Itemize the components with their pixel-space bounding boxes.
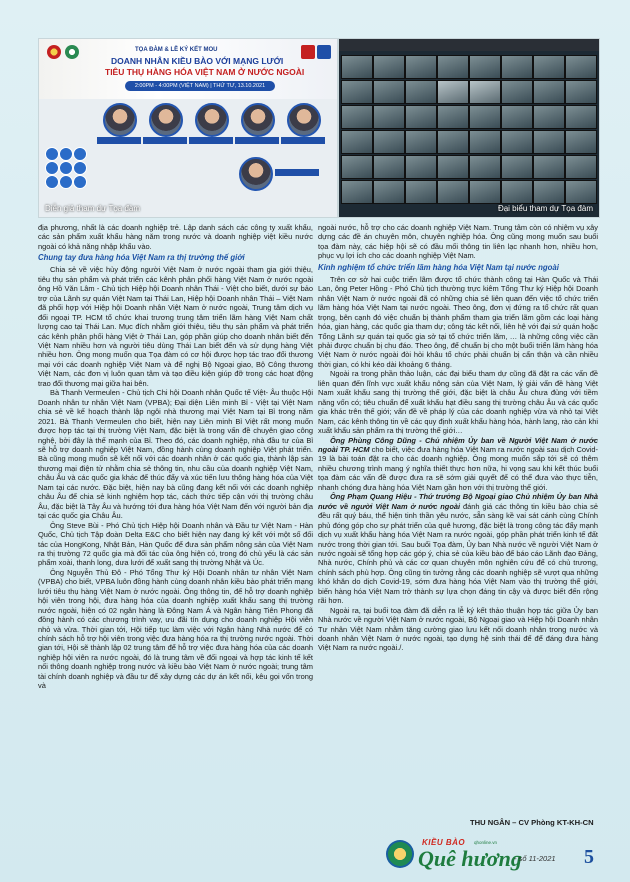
speaker-avatar [287,103,321,137]
participant-tile [373,155,405,179]
paragraph: Ngoài ra trong phần thảo luận, các đại biểu tham dự cũng đã đặt ra các vấn đề liên quan đến lĩnh vực xuất khẩu nông sản của Việt Nam, lý giải vấn đề hàng Việt Nam xuất khẩu sang thị trường thế giới, đặc biệt là châu Âu chưa đủng với tiềm năng vốn có; tiêu chuẩn để xuất khẩu hạt điều sang thị trường châu Âu và các quốc gia khác trên thế giới; vấn đề về pháp lý của các doanh nghiệp vừa và nhỏ tại Việt Nam, các kênh thông tin về các quy định xuất khẩu hàng hóa, hành lang, rào cản khi xuất khẩu sản phẩm ra thị trường thế giới… [318,369,598,436]
participant-tile [533,55,565,79]
person-name: Ông Phùng Công Dũng - Chủ nhiệm Ủy ban về Người Việt Nam ở nước ngoài TP. HCM [318,435,598,454]
paragraph [318,492,598,605]
participant-tile [373,55,405,79]
participant-tile [533,180,565,204]
participant-tile [565,180,597,204]
paragraph [318,436,598,493]
participant-tile [405,180,437,204]
participant-tile [373,180,405,204]
speaker-label [235,137,279,144]
section-heading: Chung tay đưa hàng hóa Việt Nam ra thị trường thế giới [38,253,245,263]
org-icon [45,175,59,189]
right-text-column [318,223,598,653]
magazine-name: Quê hương [418,846,522,871]
paragraph: Bà Thanh Vermeulen - Chủ tịch Chi hội Doanh nhân Quốc tế Việt- Âu thuộc Hội Doanh nhân tư nhân Việt Nam (VPBA); Đại diện Liên minh Bỉ - Việt tại Việt Nam chia sẻ về kế hoạch thành lập ngôi nhà thương mại Việt Nam tại Bỉ trong năm 2021. Bà Thanh Vermeulen cho biết, hiện nay Liên minh Bỉ Việt rất mong muốn được hợp tác tại thị trường Việt Nam, đặc biệt là trong vấn đề chuyên giao công nghệ, bởi đây là thế mạnh của Bỉ. Theo đó, các doanh nghiệp, nhà đầu tư của Bỉ sẽ hỗ trợ doanh nghiệp Việt Nam, đồng hành cùng doanh nghiệp Việt phát triển. Bà cũng mong muốn sẽ kết nối với các doanh nhân ở các quốc gia, thành lập sàn thương mại điện tử nhằm chia sẻ thông tin, nhu cầu của doanh nghiệp Việt Nam, châu Âu và các quốc gia khác để thúc đẩy và xúc tiến lưu thông hàng hóa của Việt Nam tại các nước. Đặc biệt, hiện nay bà cũng đang kết nối với các doanh nghiệp châu Âu để chia sẻ kinh nghiệm hợp tác, cách thức tiếp cận với thị trường châu Âu, đặc biệt là Tây Âu và hướng tới đưa hàng hóa Việt Nam đến với người bản địa tại các quốc gia Châu Âu. [38,388,313,521]
speaker-avatar [239,157,273,191]
delegates-photo [338,38,600,218]
participant-tile [341,55,373,79]
speaker-label [143,137,187,144]
participant-tile [405,80,437,104]
org-icon [45,147,59,161]
participant-tile [469,55,501,79]
participant-tile [437,55,469,79]
org-icon [73,147,87,161]
video-call-toolbar [339,39,599,51]
paragraph: Trên cơ sở hai cuộc triển lãm được tổ chức thành công tại Hàn Quốc và Thái Lan, ông Peter Hồng - Phó Chủ tịch thường trực kiêm Tổng Thư ký Hiệp hội Doanh nhân Việt Nam ở nước ngoài đã có những chia sẻ liên quan đến việc tổ chức triển lãm hàng hóa Việt Nam tại nước ngoài. Theo ông, đơn vị đứng ra tổ chức rất quan trọng, bên cạnh đó việc chuẩn bị thành phẩm tham gia triển lãm gồm các loại hàng hóa, gian hàng, các quốc gia tham dự; công tác kết nối, liên hệ với đại sứ quán hoặc Tổng Lãnh sự quán tại quốc gia sở tại tổ chức triển lãm, … là những công việc cần phải được chuẩn bị chu đáo. Theo ông, để chuẩn bị cho một buổi triển lãm hàng hóa Việt Nam ở nước ngoài đòi hỏi khâu tổ chức phải chuẩn bị cẩn thận và cần nhiều thời gian, có khi kéo dài khoảng 6 tháng. [318,274,598,369]
paragraph: Ngoài ra, tại buổi toạ đàm đã diễn ra lễ ký kết thảo thuận hợp tác giữa Ủy ban Nhà nước về người Việt Nam ở nước ngoài, Bộ Ngoại giao và Hiệp hội Doanh nhân Tư nhân Việt Nam nhằm tăng cường giao lưu kết nối doanh nhân trong nước và doanh nhân Việt Nam ở nước ngoài, tạo dựng hệ sinh thái để để đáng đưa hàng Việt Nam ra nước ngoài./. [318,605,598,653]
banner-title-2: TIÊU THỤ HÀNG HÓA VIỆT NAM Ở NƯỚC NGOÀI [105,67,305,77]
participant-tile [501,80,533,104]
org-icon [73,161,87,175]
paragraph-text: đánh giá các thông tin kiều bào chia sẻ đều rất quý báu, thể hiện tinh thần yêu nước, sẵn sàng kề vai sát cánh cùng Chính phủ đóng góp cho sự phát triển của quê hương, đặc biệt là trong công tác đẩy mạnh dịch vụ xuất khẩu hàng hóa Việt Nam ra nước ngoài, góp phần phát triển kinh tế đất nước trong thời gian tới. Sau buổi Tọa đàm, Ủy ban Nhà nước về người Việt Nam ở nước ngoài sẽ tổng hợp các góp ý, chia sẻ của kiều bào để báo cáo Lãnh đạo Đảng, Nhà nước, Chính phủ và các cơ quan chuyên môn nghiên cứu để có chủ trương, chính sách phù hợp. Ông cũng tin tưởng rằng các doanh nghiệp sẽ vượt qua những khó khăn do dịch Covid-19, sớm đưa hàng hóa Việt Nam vào thị trường thế giới, biến hàng hóa Việt Nam trở thành sự lựa chọn đáng tin cậy và được biết đến rộng rãi hơn. [318,501,598,606]
participant-tile [565,155,597,179]
left-photo-caption: Diễn giả tham dự Tọa đàm [45,204,141,213]
participant-tile [469,180,501,204]
participant-tile [501,180,533,204]
page-number: 5 [584,846,594,868]
section-heading: Kinh nghiệm tổ chức triển lãm hàng hóa Việt Nam tại nước ngoài [318,262,559,272]
magazine-logo-icon [386,840,414,868]
org-icon [59,175,73,189]
participant-tile [565,80,597,104]
participant-tile [501,55,533,79]
paragraph-text: cho biết, việc đưa hàng hóa Việt Nam ra nước ngoài sau dịch Covid-19 là bài toán đặt ra cho các doanh nghiệp. Ông mong muốn sắp tới sẽ có thêm nhiều chương trình mang ý nghĩa thiết thực hơn nữa, hi vọng sau khi kết thúc buổi tọa đàm các vấn đề được đưa ra sẽ sớm giải quyết để có thể đưa vào thực tiễn, nhanh chóng đưa hàng hóa Việt Nam gần hơn với thị trường thế giới. [318,444,599,492]
speakers-panel [39,99,337,217]
participant-tile [373,80,405,104]
participant-tile [469,80,501,104]
participant-tile [533,155,565,179]
participant-tile [341,130,373,154]
org-icon [73,175,87,189]
org-icon [59,161,73,175]
participant-tile [341,105,373,129]
participant-tile [341,180,373,204]
participant-tile [469,105,501,129]
participant-tile [437,180,469,204]
participant-tile [437,155,469,179]
event-banner [39,39,337,99]
org-icon [45,161,59,175]
participant-tile [405,55,437,79]
paragraph: địa phương, nhất là các doanh nghiệp trẻ. Lập danh sách các công ty xuất khẩu, các sản phẩm xuất khẩu hàng năm trong nước và doanh nghiệp việt kiều nước ngoài có khả năng nhập khẩu vào. [38,223,313,251]
participant-tile [437,105,469,129]
issue-number: - số 11-2021 [514,854,556,863]
participant-tile [565,105,597,129]
participant-tile [533,130,565,154]
participant-tile [565,55,597,79]
participant-tile [437,80,469,104]
participant-tile [341,80,373,104]
org-logo-icon [65,45,79,59]
participant-tile [405,105,437,129]
partner-logo-icon [301,45,315,59]
participant-tile [533,80,565,104]
speaker-avatar [195,103,229,137]
speaker-avatar [241,103,275,137]
paragraph: Ông Nguyễn Thủ Đô - Phó Tổng Thư ký Hội Doanh nhân tư nhân Việt Nam (VPBA) cho biết, VPBA luôn đồng hành cùng doanh nhân kiều bào phát triển mạng lưới tiêu thụ hàng Việt Nam ở nước ngoài. Ông thông tin, để hỗ trợ doanh nghiệp hội viên trong hội, đưa hàng hóa của doanh nghiệp xuất khẩu sang thị trường nước ngoài, hiện có 02 ngân hàng là Đông Nam Á và Ngân hàng Tiên Phong đã đồng hành có các chương trình vay, ưu đãi tín dụng cho doanh nghiệp Hội viên nhỏ và vừa. Thời gian tới, Hội tiếp tục làm việc với Ngân hàng Nhà nước để có chính sách hỗ trợ hội viên trong việc đưa hàng hóa ra thị trường nước ngoài. Thời gian tới, Hội sẽ thành lập 02 trung tâm để hỗ trợ việc đưa hàng hóa của các doanh nghiệp hội viên ra nước ngoài, đó là trung tâm về đối ngoại và hợp tác kinh tế kết nối thông doanh nghiệp trong nước và kiều bào Việt Nam ở nước ngoài; trung tâm tài chính doanh nghiệp và đầu tư để xây dựng các dự án kết nối, kêu gọi vốn trong và [38,567,313,691]
paragraph: ngoài nước, hỗ trợ cho các doanh nghiệp Việt Nam. Trung tâm còn có nhiệm vụ xây dựng các đề án chuyên môn, chuyên nghiệp hóa. Ông cũng mong muốn sau buổi tọa đàm này, các hiệp hội sẽ có đầu mối thông tin liên lạc nhanh hơn, nhiều hơn, phục vụ lợi ích cho các doanh nghiệp Việt Nam. [318,223,598,261]
participant-tile [469,155,501,179]
banner-subtitle: TỌA ĐÀM & LỄ KÝ KẾT MOU [135,47,218,53]
participant-tile [501,105,533,129]
left-text-column [38,223,313,691]
partner-logo-icon [317,45,331,59]
person-name: Ông Phạm Quang Hiệu - Thứ trưởng Bộ Ngoại giao Chủ nhiệm Ủy ban Nhà nước về người Việt Nam ở nước ngoài [318,492,598,511]
participant-tile [533,105,565,129]
page-footer [386,836,606,874]
participant-tile [341,155,373,179]
participant-tile [565,130,597,154]
participant-tile [469,130,501,154]
magazine-website: qhonline.vn [474,840,498,845]
participant-tile [501,130,533,154]
speaker-label [189,137,233,144]
speaker-avatar [103,103,137,137]
speaker-label [281,137,325,144]
magazine-name-top: KIỀU BÀO [422,838,466,847]
paragraph: Ông Steve Bùi - Phó Chủ tịch Hiệp hội Doanh nhân và Đầu tư Việt Nam - Hàn Quốc, Chủ tịch Tập đoàn Delta E&C cho biết hiện nay đang ký kết với một số đối tác của HongKong, Nhật Bản, Hàn Quốc để đưa sản phẩm nông sản của Việt Nam ra thị trường 72 quốc gia mà đối tác của ông hiện có, trong đó chủ yếu là các sản phẩm xoài, thanh long, dưa lưới để xuất sang thị trường Nhật và Úc. [38,520,313,568]
banner-time: 2:00PM - 4:00PM (VIỆT NAM) | THỨ TƯ, 13.10.2021 [125,81,275,91]
participant-tile [405,130,437,154]
participant-tile [437,130,469,154]
banner-title: DOANH NHÂN KIỀU BÀO VỚI MẠNG LƯỚI [111,56,284,66]
participant-tile [373,130,405,154]
speakers-photo [38,38,338,218]
paragraph: Chia sẻ về việc hủy động người Việt Nam ở nước ngoài tham gia giới thiệu, tiêu thụ sản phẩm và phát triển các kênh phân phối hàng Việt Nam ở nước ngoài ông Hồ Văn Lâm - Chủ tịch Hiệp hội Doanh nhân Thái - Việt cho biết, dưới sự bảo trợ của Lãnh sự quán Việt Nam tại Thái Lan, Hiệp hội Doanh nhân Thái – Việt Nam đã phối hợp với Hiệp hội Doanh nhân Việt Nam ở nước ngoài, Trung tâm dịch vụ đối ngoại TP. HCM tổ chức khai trương trung tâm triển lãm hàng Việt Nam chất lượng cao tại Thái Lan. Mục đích nhằm giới thiệu, tiêu thụ sản phẩm và phát triển các kênh phân phối hàng Việt ở Thái Lan, góp phần giúp cho doanh nhân biết đến Việt Nam nhiều hơn và người tiêu dùng Thái Lan biết đến và sử dụng hàng Việt nhiều hơn. Ông mong muốn qua Tọa đàm có cơ hội được hợp tác trao đổi thương mại với các doanh nghiệp Việt Nam và để nghị Bộ Ngoại giao, Bộ Công thương Việt Nam, các đơn vị luôn quan tâm và tạo điều kiện giúp đỡ trong các hoạt động trao đổi thương mại giữa hai bên. [38,265,313,388]
participant-tile [501,155,533,179]
org-icon [59,147,73,161]
speaker-label [275,169,319,176]
emblem-icon [47,45,61,59]
participant-tile [373,105,405,129]
speaker-avatar [149,103,183,137]
participant-tile [405,155,437,179]
author-signature: THU NGÂN – CV Phòng KT-KH-CN [470,818,594,827]
speaker-label [97,137,141,144]
right-photo-caption: Đại biểu tham dự Tọa đàm [497,204,593,213]
